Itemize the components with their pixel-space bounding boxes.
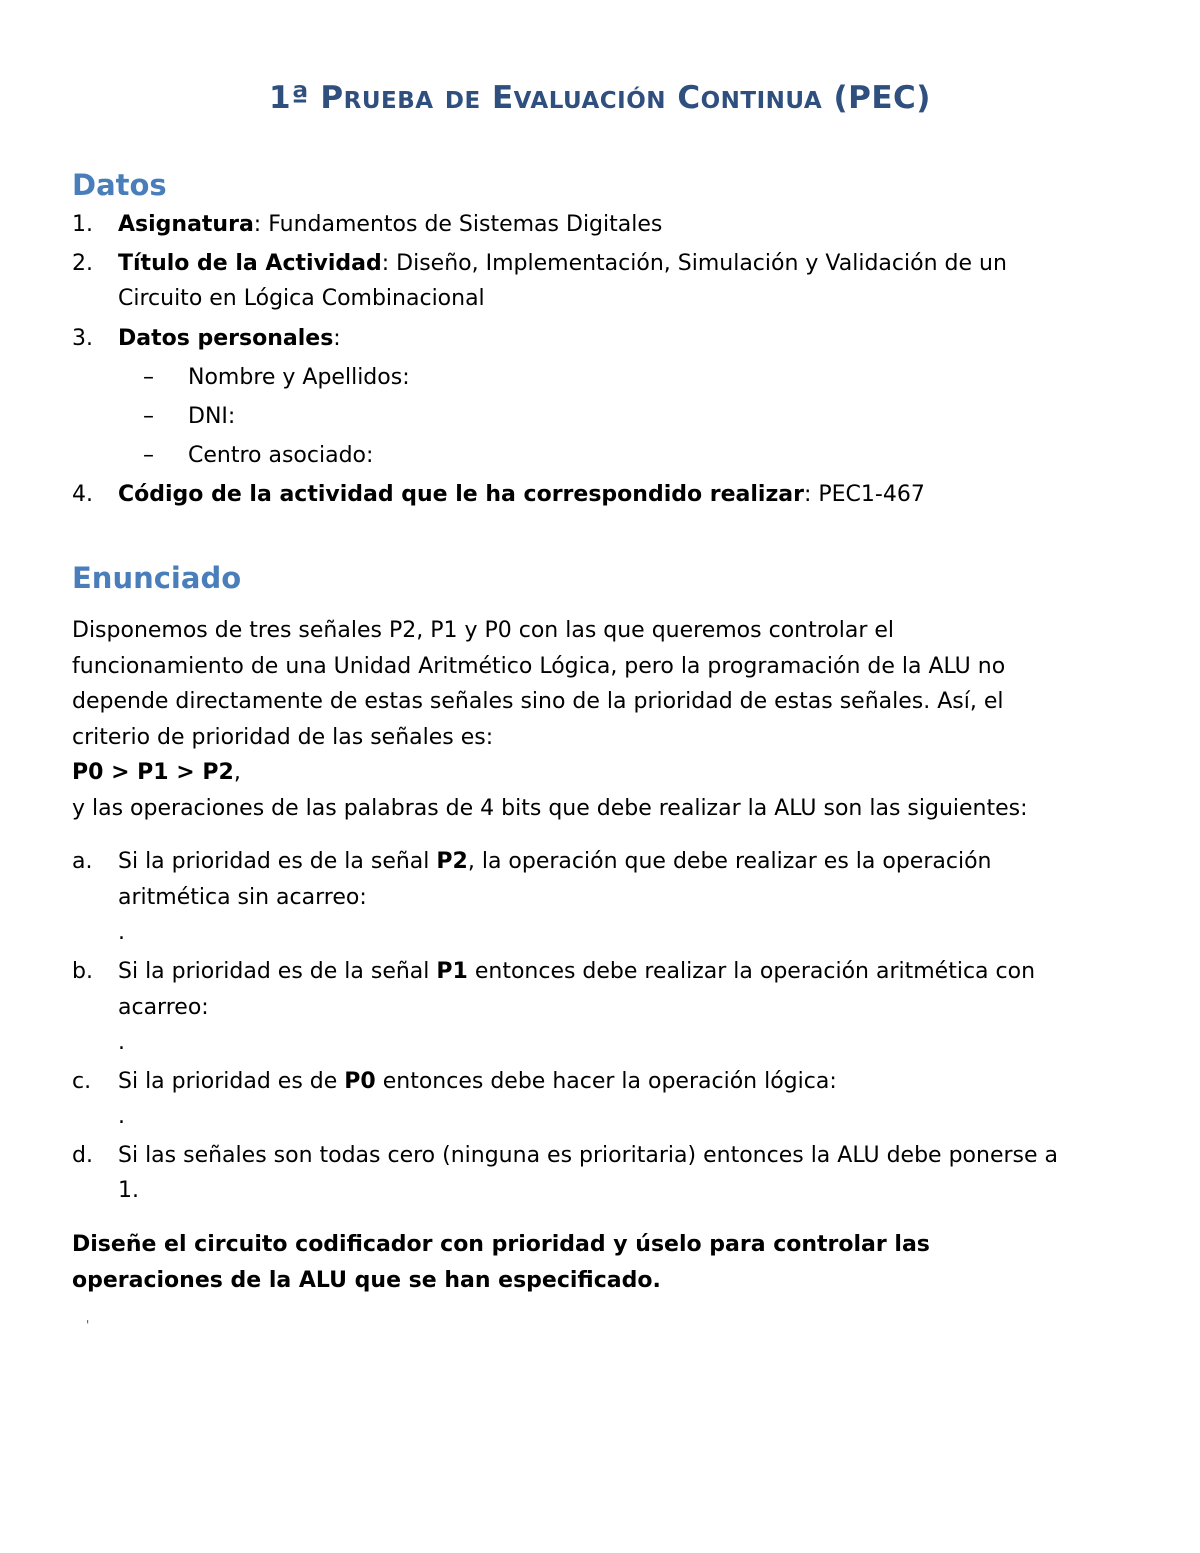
dash-bullet: –	[143, 404, 154, 429]
titulo-line-cont: Circuito en Lógica Combinacional	[118, 286, 485, 311]
operations-line: y las operaciones de las palabras de 4 bits que debe realizar la ALU son las siguientes:	[72, 796, 1028, 821]
paragraph-line: funcionamiento de una Unidad Aritmético Lógica, pero la programación de la ALU no	[72, 654, 1006, 679]
dash-bullet: –	[143, 443, 154, 468]
titulo-line: Título de la Actividad: Diseño, Implementación, Simulación y Validación de un	[118, 251, 1007, 276]
enunciado-heading: Enunciado	[72, 561, 242, 595]
list-number: 2.	[72, 251, 93, 276]
list-letter: d.	[72, 1143, 93, 1168]
asignatura-line: Asignatura: Fundamentos de Sistemas Digitales	[118, 212, 663, 237]
paragraph-line: Disponemos de tres señales P2, P1 y P0 con las que queremos controlar el	[72, 618, 895, 643]
item-a-dot: .	[118, 920, 125, 945]
list-number: 1.	[72, 212, 93, 237]
item-d-line: Si las señales son todas cero (ninguna es prioritaria) entonces la ALU debe ponerse a	[118, 1143, 1058, 1168]
item-c-dot: .	[118, 1104, 125, 1129]
paragraph-line: depende directamente de estas señales sino de la prioridad de estas señales. Así, el	[72, 689, 1004, 714]
dash-bullet: –	[143, 365, 154, 390]
item-a-cont: aritmética sin acarreo:	[118, 885, 367, 910]
list-number: 4.	[72, 482, 93, 507]
datos-personales-line: Datos personales:	[118, 326, 341, 351]
instruction-line: operaciones de la ALU que se han especificado.	[72, 1268, 661, 1293]
stray-mark: '	[86, 1318, 90, 1332]
item-b-cont: acarreo:	[118, 995, 209, 1020]
item-b-dot: .	[118, 1030, 125, 1055]
list-letter: c.	[72, 1069, 92, 1094]
item-b-line: Si la prioridad es de la señal P1 entonces debe realizar la operación aritmética con	[118, 959, 1036, 984]
list-letter: a.	[72, 849, 93, 874]
list-number: 3.	[72, 326, 93, 351]
paragraph-line: criterio de prioridad de las señales es:	[72, 725, 494, 750]
datos-heading: Datos	[72, 168, 167, 202]
item-d-cont: 1.	[118, 1178, 139, 1203]
page-title: 1ª PRUEBA DE EVALUACIÓN CONTINUA (PEC)	[269, 80, 931, 116]
instruction-line: Diseñe el circuito codificador con prioridad y úselo para controlar las	[72, 1232, 930, 1257]
priority-line: P0 > P1 > P2,	[72, 760, 241, 785]
list-letter: b.	[72, 959, 93, 984]
dni-field: DNI:	[188, 404, 236, 429]
nombre-field: Nombre y Apellidos:	[188, 365, 410, 390]
centro-field: Centro asociado:	[188, 443, 374, 468]
codigo-line: Código de la actividad que le ha correspondido realizar: PEC1-467	[118, 482, 925, 507]
item-c-line: Si la prioridad es de P0 entonces debe hacer la operación lógica:	[118, 1069, 837, 1094]
item-a-line: Si la prioridad es de la señal P2, la operación que debe realizar es la operación	[118, 849, 992, 874]
